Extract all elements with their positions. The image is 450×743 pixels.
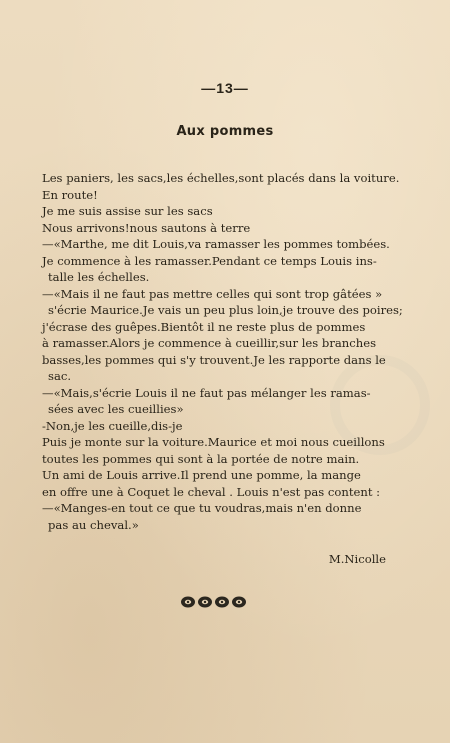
ornament-motif — [198, 597, 212, 608]
text-line: —«Manges-en tout ce que tu voudras,mais n'en donne — [42, 501, 362, 515]
text-line: toutes les pommes qui sont à la portée de notre main. — [42, 451, 360, 466]
text-line: En route! — [42, 187, 98, 202]
decorative-ornament — [180, 595, 248, 609]
text-line: Puis je monte sur la voiture.Maurice et moi nous cueillons — [42, 435, 385, 449]
text-line: en offre une à Coquet le cheval . Louis n'est pas content : — [42, 484, 381, 499]
text-line: basses,les pommes qui s'y trouvent.Je les rapporte dans le — [42, 352, 386, 367]
text-line: j'écrase des guêpes.Bientôt il ne reste plus de pommes — [42, 319, 366, 334]
ornament-motif — [232, 597, 246, 608]
text-line: -Non,je les cueille,dis-je — [42, 418, 183, 433]
text-line: pas au cheval.» — [48, 517, 139, 532]
text-line: Je commence à les ramasser.Pendant ce temps Louis ins- — [42, 253, 377, 268]
text-line: —«Marthe, me dit Louis,va ramasser les pommes tombées. — [42, 237, 390, 251]
text-line: Un ami de Louis arrive.Il prend une pomme, la mange — [42, 468, 361, 482]
text-line: —«Mais,s'écrie Louis il ne faut pas mélanger les ramas- — [42, 385, 371, 400]
page-number: —13— — [201, 80, 249, 96]
ornament-motif — [215, 597, 229, 608]
story-text — [42, 170, 402, 533]
text-line: talle les échelles. — [48, 270, 150, 284]
text-line: —«Mais il ne faut pas mettre celles qui sont trop gâtées » — [42, 286, 383, 301]
ornament-motif — [181, 597, 195, 608]
text-line: à ramasser.Alors je commence à cueillir,sur les branches — [42, 336, 377, 350]
text-line: s'écrie Maurice.Je vais un peu plus loin,je trouve des poires; — [48, 303, 403, 317]
text-line: Nous arrivons!nous sautons à terre — [42, 220, 251, 235]
text-line: sées avec les cueillies» — [48, 402, 184, 416]
page-title: Aux pommes — [176, 124, 274, 139]
text-line: sac. — [48, 369, 72, 383]
text-line: Les paniers, les sacs,les échelles,sont placés dans la voiture. — [42, 171, 400, 185]
text-line: Je me suis assise sur les sacs — [42, 204, 213, 218]
author-signature: M.Nicolle — [328, 552, 386, 566]
